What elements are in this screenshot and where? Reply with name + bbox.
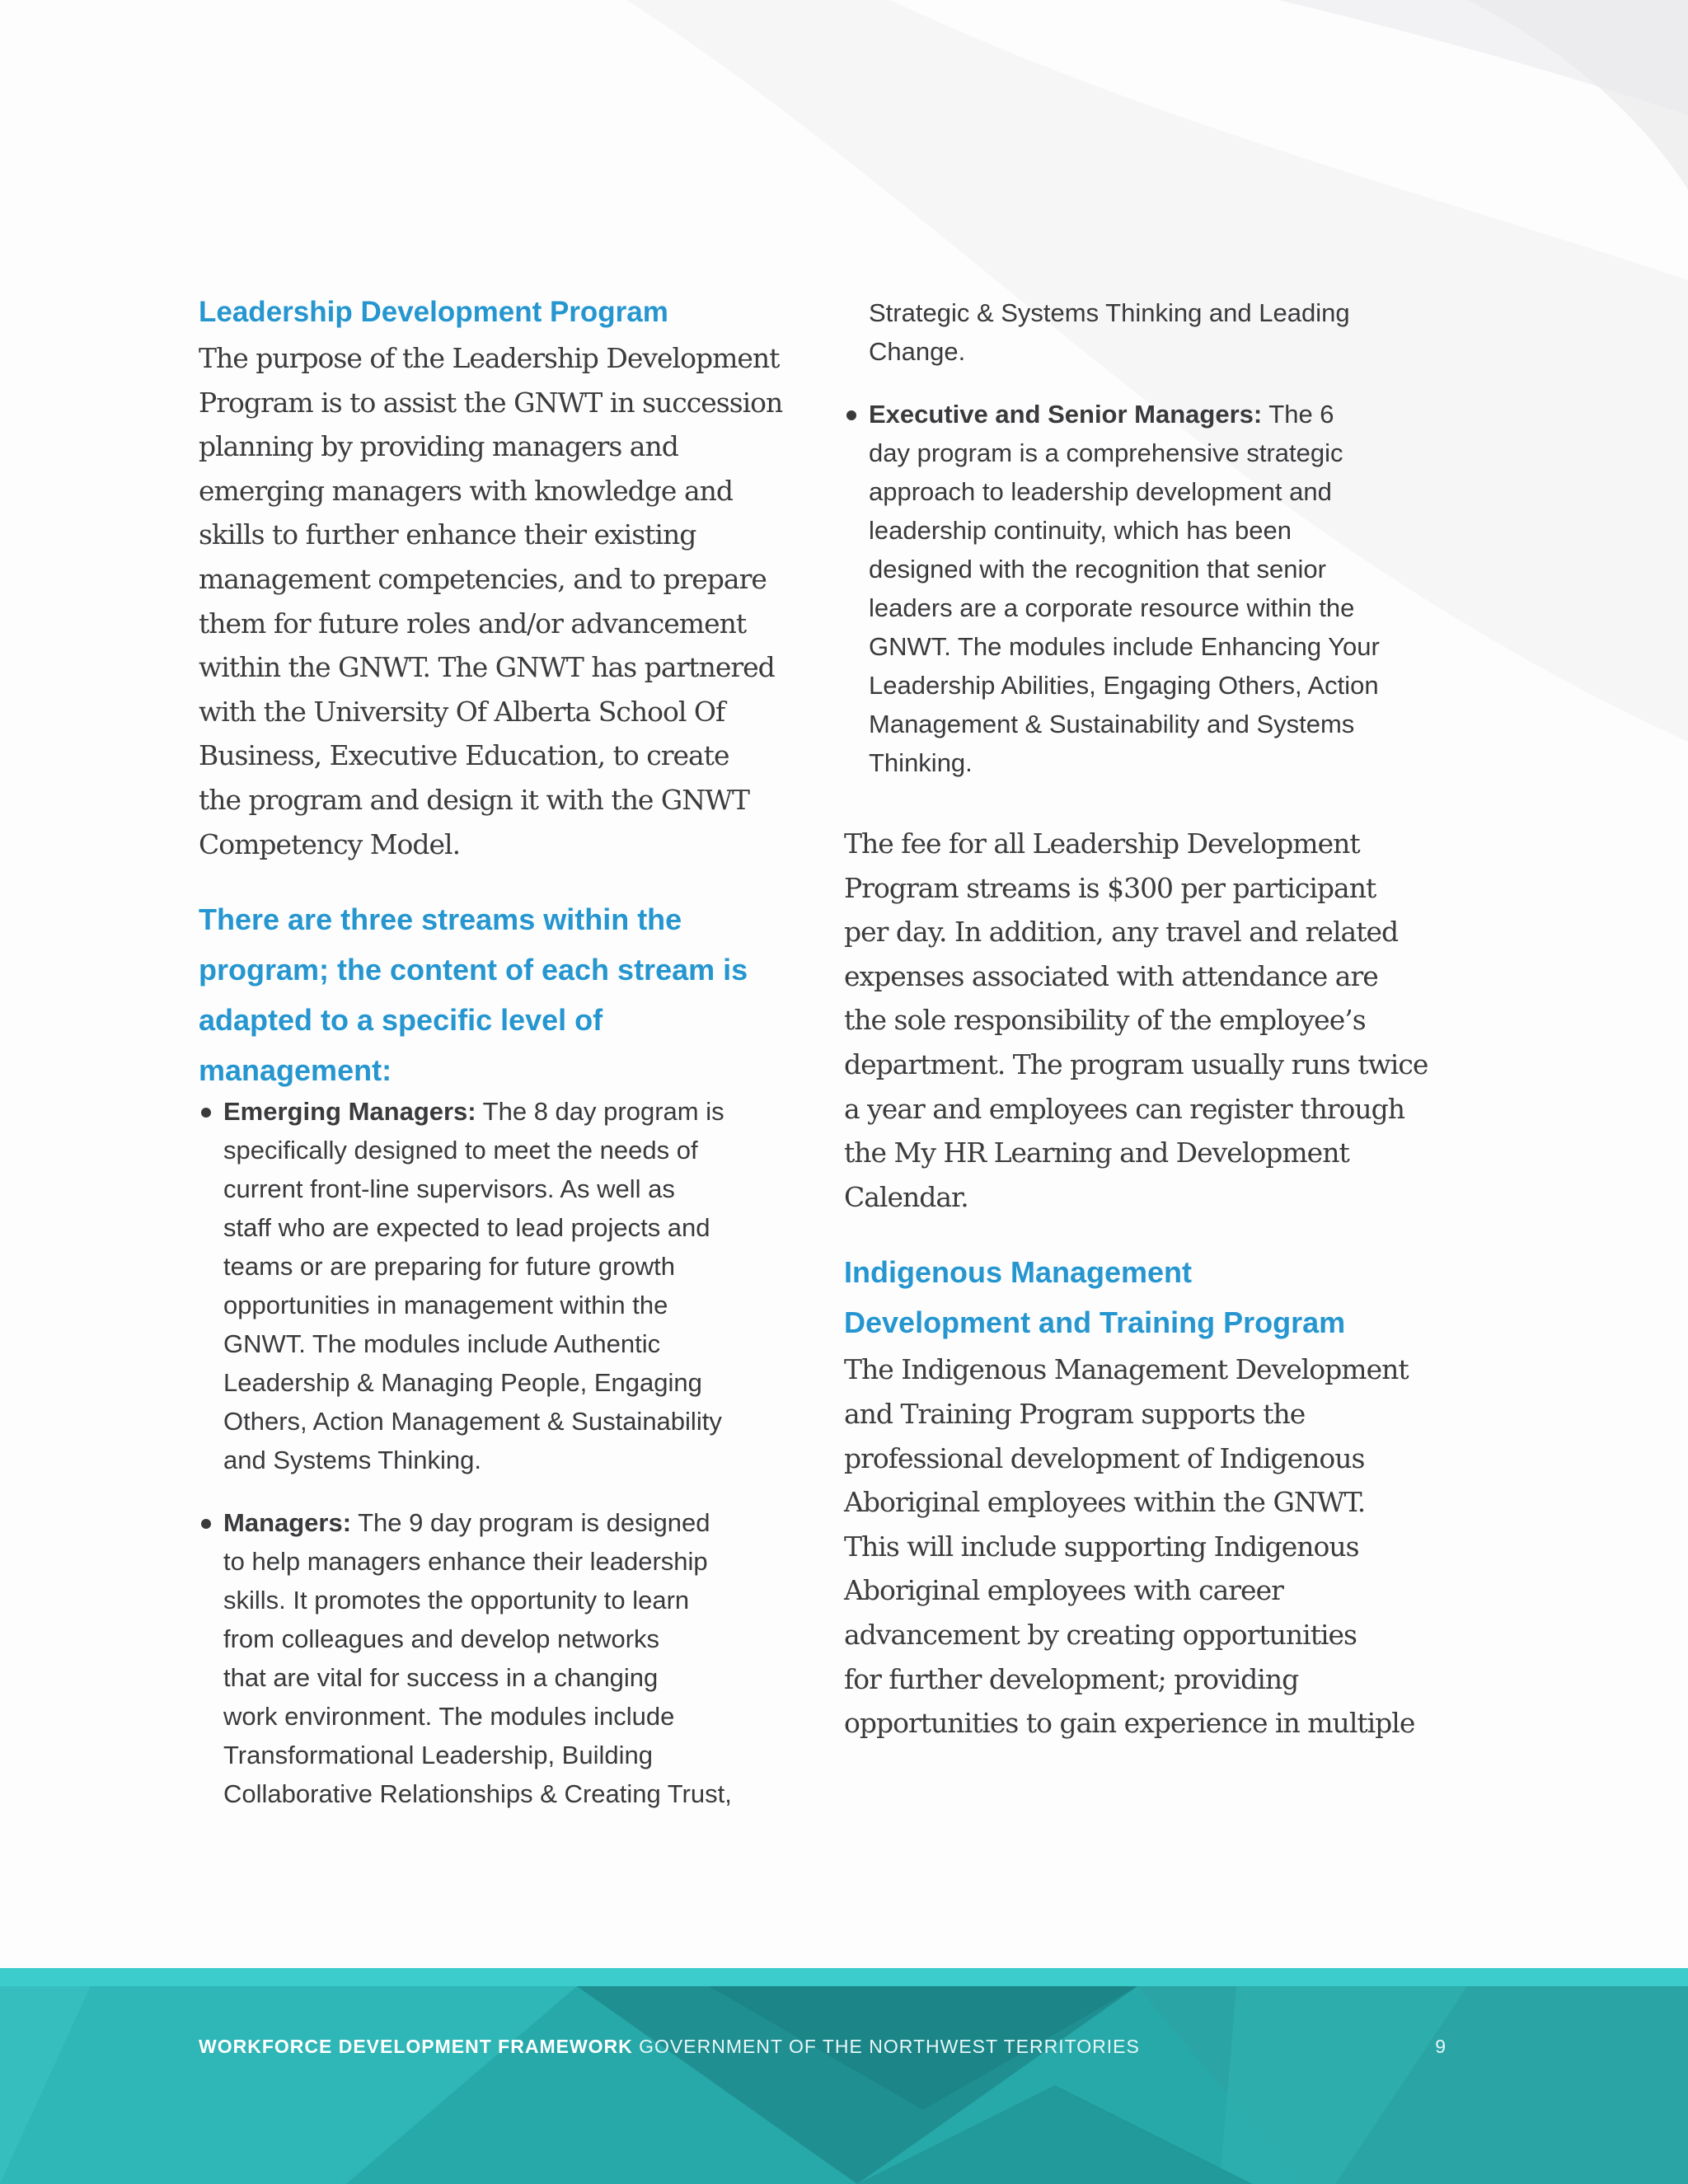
bullet-text: leadership continuity, which has been: [869, 516, 1292, 545]
emerging-managers-item: [199, 1092, 800, 1479]
bullet-text: Thinking.: [869, 748, 973, 777]
bullet-text: opportunities in management within the: [223, 1291, 668, 1320]
streams-heading-line: program; the content of each stream is: [199, 953, 748, 987]
leadership-program-heading: Leadership Development Program: [199, 296, 668, 328]
bullet-text: skills. It promotes the opportunity to learn: [223, 1586, 690, 1615]
bullet-text: leaders are a corporate resource within the: [869, 593, 1355, 622]
intro-line: within the GNWT. The GNWT has partnered: [199, 651, 775, 684]
indigenous-line: opportunities to gain experience in multiple: [844, 1707, 1415, 1740]
emerging-managers-label: Emerging Managers:: [223, 1097, 476, 1127]
indigenous-line: advancement by creating opportunities: [844, 1618, 1357, 1651]
intro-line: with the University Of Alberta School Of: [199, 695, 725, 728]
bullet-text: The 6: [1262, 400, 1334, 429]
intro-line: Business, Executive Education, to create: [199, 739, 729, 772]
executive-list: [844, 395, 1446, 782]
page-number: 9: [1435, 2036, 1446, 2057]
executive-managers-label: Executive and Senior Managers:: [869, 400, 1263, 429]
intro-line: emerging managers with knowledge and: [199, 474, 733, 507]
bullet-text: The 9 day program is designed: [351, 1508, 710, 1538]
indigenous-heading-line: Indigenous Management: [844, 1255, 1193, 1290]
leadership-program-intro: [199, 336, 800, 866]
bullet-text: specifically designed to meet the needs of: [223, 1136, 698, 1165]
bullet-text: to help managers enhance their leadership: [223, 1547, 708, 1577]
intro-line: Competency Model.: [199, 827, 461, 860]
indigenous-heading-line: Development and Training Program: [844, 1305, 1346, 1340]
indigenous-line: professional development of Indigenous: [844, 1441, 1365, 1474]
fee-line: the My HR Learning and Development: [844, 1137, 1349, 1169]
streams-heading: [199, 894, 800, 1095]
bullet-text: Transformational Leadership, Building: [223, 1741, 653, 1770]
bullet-text: work environment. The modules include: [223, 1702, 675, 1732]
bullet-text: designed with the recognition that senior: [869, 555, 1326, 583]
intro-line: the program and design it with the GNWT: [199, 783, 750, 816]
managers-label: Managers:: [223, 1508, 352, 1538]
indigenous-paragraph: [844, 1347, 1446, 1745]
managers-continued: [844, 293, 1446, 371]
indigenous-line: This will include supporting Indigenous: [844, 1530, 1359, 1563]
footer-title: [199, 2036, 1140, 2058]
bullet-text: approach to leadership development and: [869, 477, 1332, 506]
indigenous-line: Aboriginal employees with career: [844, 1574, 1283, 1607]
footer-accent-band: [0, 1968, 1688, 1986]
bullet-text: teams or are preparing for future growth: [223, 1252, 675, 1282]
bullet-text: and Systems Thinking.: [223, 1446, 482, 1475]
fee-line: a year and employees can register through: [844, 1092, 1404, 1125]
right-column: [844, 293, 1446, 1746]
fee-line: Program streams is $300 per participant: [844, 871, 1376, 904]
indigenous-line: Aboriginal employees within the GNWT.: [844, 1486, 1366, 1519]
fee-paragraph: [844, 822, 1446, 1219]
bullet-text: GNWT. The modules include Enhancing Your: [869, 632, 1380, 661]
intro-line: management competencies, and to prepare: [199, 562, 767, 595]
bullet-text: that are vital for success in a changing: [223, 1663, 659, 1693]
intro-line: planning by providing managers and: [199, 430, 678, 463]
bullet-text: The 8 day program is: [476, 1097, 724, 1127]
streams-heading-line: adapted to a specific level of management:: [199, 1003, 603, 1088]
indigenous-line: The Indigenous Management Development: [844, 1353, 1409, 1386]
footer-title-bold: WORKFORCE DEVELOPMENT FRAMEWORK: [199, 2036, 633, 2057]
left-column: [199, 293, 800, 1813]
bullet-text: current front-line supervisors. As well as: [223, 1174, 675, 1204]
intro-line: Program is to assist the GNWT in succession: [199, 386, 783, 419]
streams-list: [199, 1092, 800, 1813]
bullet-text: Change.: [869, 337, 966, 366]
indigenous-line: for further development; providing: [844, 1662, 1299, 1695]
bullet-text: Management & Sustainability and Systems: [869, 710, 1355, 738]
fee-line: department. The program usually runs twice: [844, 1047, 1428, 1080]
fee-line: The fee for all Leadership Development: [844, 827, 1360, 860]
managers-item: [199, 1503, 800, 1813]
bullet-text: day program is a comprehensive strategic: [869, 438, 1343, 467]
bullet-text: from colleagues and develop networks: [223, 1624, 660, 1654]
bullet-text: Strategic & Systems Thinking and Leading: [869, 298, 1350, 327]
streams-heading-line: There are three streams within the: [199, 902, 682, 937]
bullet-text: GNWT. The modules include Authentic: [223, 1329, 661, 1359]
fee-line: Calendar.: [844, 1180, 968, 1213]
footer-background: [0, 1986, 1688, 2184]
intro-line: them for future roles and/or advancement: [199, 607, 747, 640]
intro-line: skills to further enhance their existing: [199, 518, 696, 551]
executive-managers-item: [844, 395, 1446, 782]
bullet-text: Others, Action Management & Sustainability: [223, 1407, 722, 1436]
indigenous-heading: [844, 1247, 1446, 1347]
page-footer: [0, 1968, 1688, 2184]
bullet-text: staff who are expected to lead projects and: [223, 1213, 710, 1243]
bullet-text: Leadership & Managing People, Engaging: [223, 1368, 702, 1398]
fee-line: expenses associated with attendance are: [844, 959, 1378, 992]
footer-title-rest: GOVERNMENT OF THE NORTHWEST TERRITORIES: [632, 2036, 1140, 2057]
indigenous-line: and Training Program supports the: [844, 1397, 1306, 1430]
bullet-text: Collaborative Relationships & Creating Trust,: [223, 1779, 732, 1809]
fee-line: the sole responsibility of the employee’s: [844, 1004, 1366, 1037]
intro-line: The purpose of the Leadership Development: [199, 342, 780, 374]
bullet-text: Leadership Abilities, Engaging Others, Action: [869, 671, 1379, 700]
fee-line: per day. In addition, any travel and related: [844, 916, 1399, 949]
